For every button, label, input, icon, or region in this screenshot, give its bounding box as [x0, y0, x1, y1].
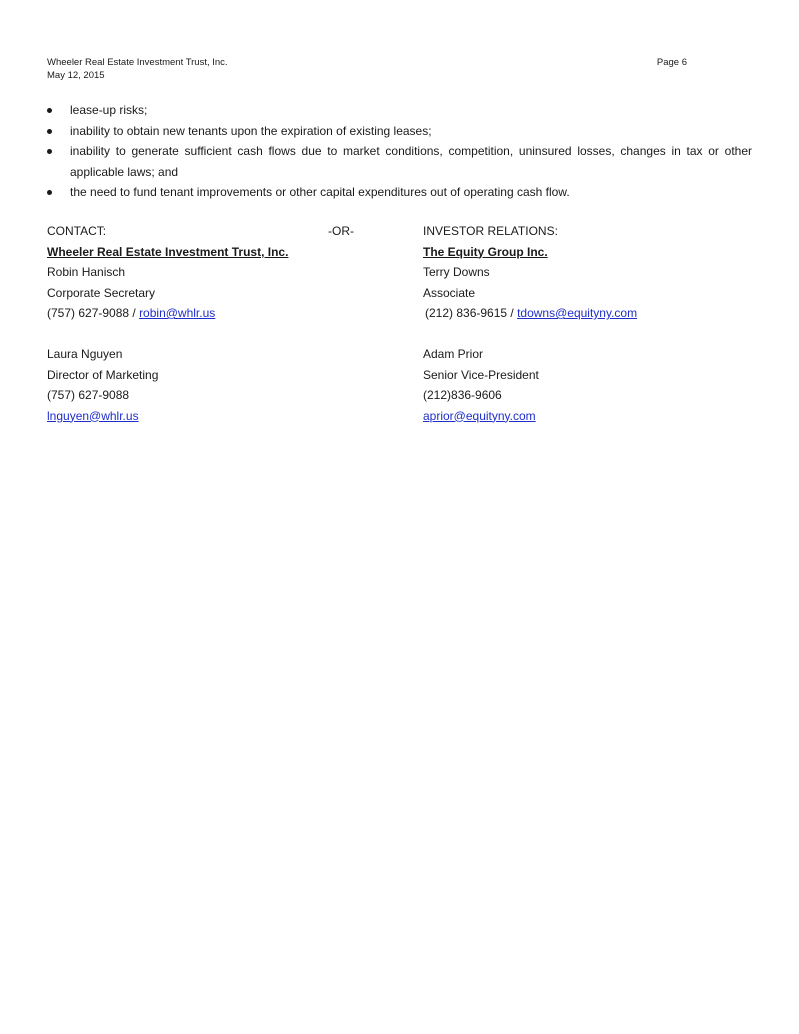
bullet-icon — [47, 129, 52, 134]
contact-title: Senior Vice-President — [423, 367, 539, 382]
contact-section — [47, 221, 752, 426]
or-separator: -OR- — [328, 224, 354, 238]
bullet-icon — [47, 108, 52, 113]
investor-relations-heading: INVESTOR RELATIONS: — [423, 224, 558, 238]
contact-title: Director of Marketing — [47, 367, 159, 382]
bullet-icon — [47, 190, 52, 195]
contact-name: Adam Prior — [423, 347, 484, 361]
list-item: lease-up risks; — [47, 100, 752, 121]
contact-phone: (212)836-9606 — [423, 388, 502, 402]
list-item: inability to generate sufficient cash flows due to market conditions, competition, uninsured losses, changes in tax or other applicable laws; and — [47, 141, 752, 182]
header-company: Wheeler Real Estate Investment Trust, Inc. — [47, 57, 228, 68]
contact-phone: (757) 627-9088 — [47, 388, 130, 402]
contact-title: Associate — [423, 285, 476, 300]
bullet-icon — [47, 149, 52, 154]
email-link[interactable]: robin@whlr.us — [139, 306, 216, 320]
email-link[interactable]: lnguyen@whlr.us — [47, 408, 139, 423]
email-link[interactable]: aprior@equityny.com — [423, 408, 536, 423]
contact-phone: (212) 836-9615 / — [425, 306, 518, 320]
list-item: the need to fund tenant improvements or other capital expenditures out of operating cash flow. — [47, 182, 752, 203]
header-page-number: Page 6 — [656, 57, 687, 68]
list-item: inability to obtain new tenants upon the expiration of existing leases; — [47, 121, 752, 142]
contact-name: Laura Nguyen — [47, 347, 123, 361]
contact-name: Robin Hanisch — [47, 265, 126, 279]
risk-list — [47, 100, 752, 203]
contact-phone: (757) 627-9088 / — [47, 306, 140, 320]
contact-name: Terry Downs — [423, 265, 490, 279]
equity-group-org-name: The Equity Group Inc. — [423, 244, 548, 259]
email-link[interactable]: tdowns@equityny.com — [517, 306, 638, 320]
contact-title: Corporate Secretary — [47, 285, 156, 300]
page-header — [47, 56, 687, 82]
header-date: May 12, 2015 — [47, 70, 105, 81]
wheeler-org-name: Wheeler Real Estate Investment Trust, Inc. — [47, 244, 289, 259]
contact-heading: CONTACT: — [47, 224, 107, 238]
